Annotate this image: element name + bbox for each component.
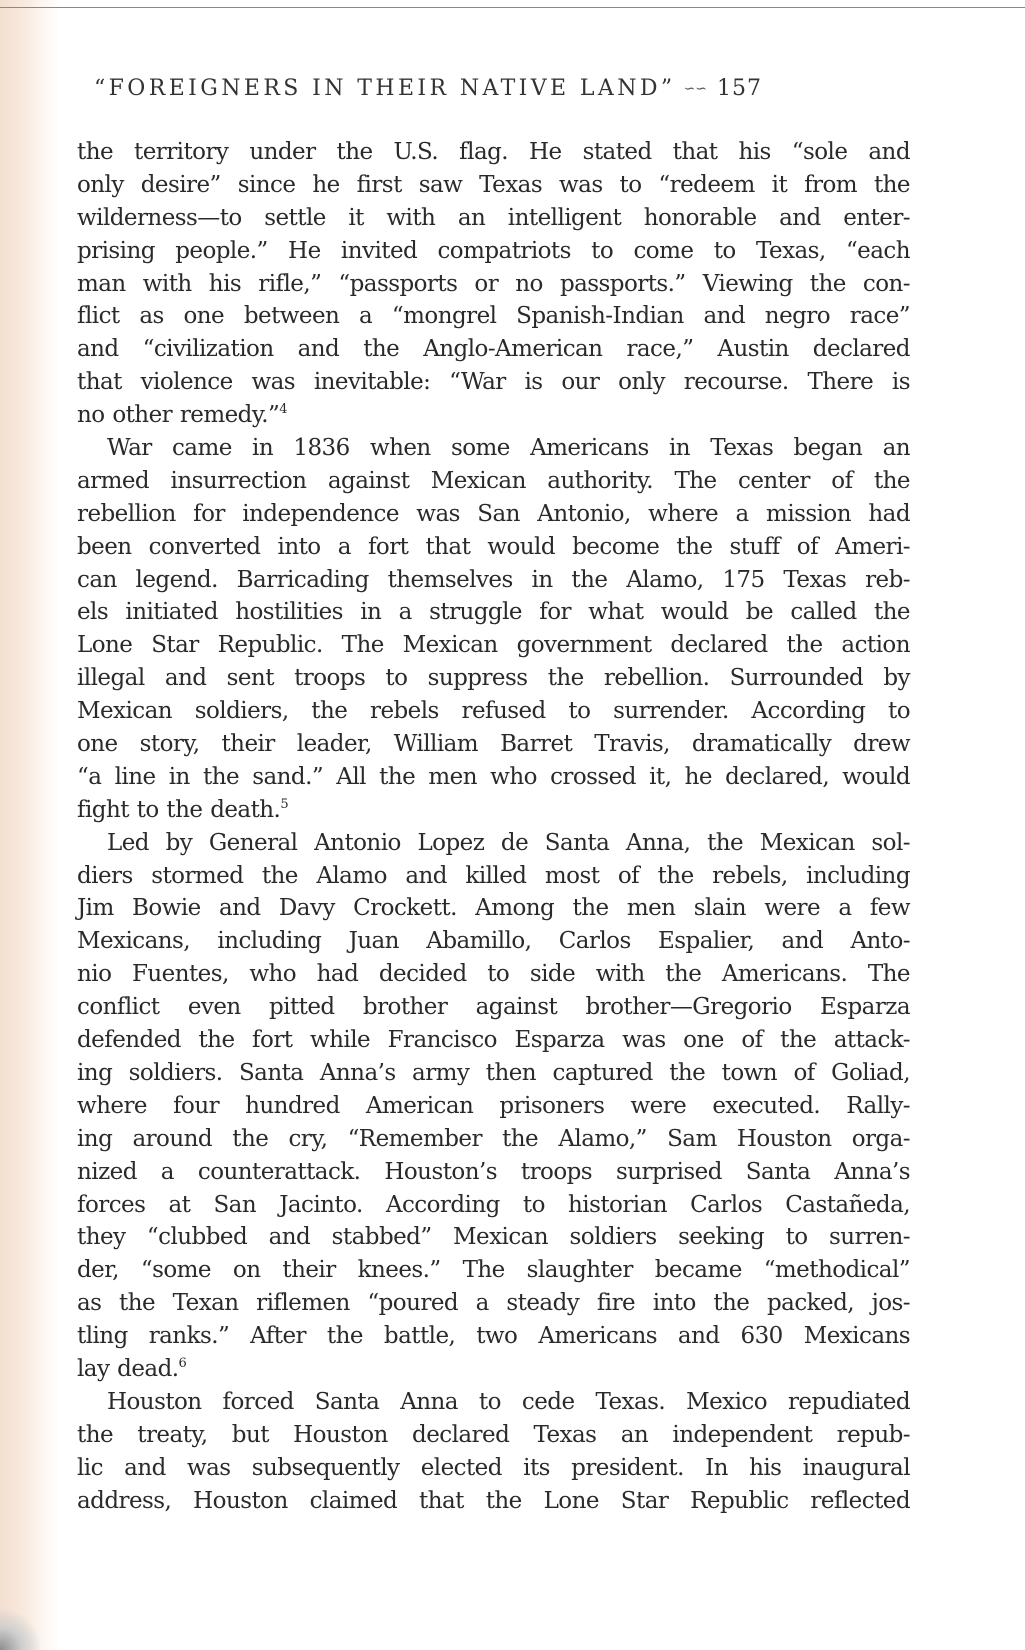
line-text: els initiated hostilities in a struggle for what would be called the (77, 599, 910, 626)
text-line (77, 662, 910, 695)
page-gutter-shadow (0, 0, 60, 1650)
paragraph (77, 827, 910, 1386)
text-line (77, 399, 910, 432)
text-line (77, 1452, 910, 1485)
paragraph (77, 136, 910, 432)
line-text: Houston forced Santa Anna to cede Texas. Mexico repudiated (107, 1388, 910, 1415)
running-head-title: “FOREIGNERS IN THEIR NATIVE LAND” (94, 76, 676, 101)
line-text: nio Fuentes, who had decided to side with the Americans. The (77, 961, 910, 988)
body-text (77, 136, 910, 1517)
line-text: conflict even pitted brother against brother—Gregorio Esparza (77, 994, 910, 1021)
line-text: no other remedy.” (77, 402, 280, 429)
running-head (94, 76, 894, 110)
text-line (77, 1221, 910, 1254)
line-text: and “civilization and the Anglo-American race,” Austin declared (77, 336, 910, 363)
text-line (77, 268, 910, 301)
line-text: man with his rifle,” “passports or no passports.” Viewing the con- (77, 270, 910, 297)
text-line (77, 300, 910, 333)
text-line (77, 892, 910, 925)
text-line (77, 1485, 910, 1518)
line-text: address, Houston claimed that the Lone Star Republic reflected (77, 1487, 910, 1514)
text-line (77, 1123, 910, 1156)
text-line (77, 366, 910, 399)
line-text: der, “some on their knees.” The slaughter became “methodical” (77, 1257, 910, 1284)
line-text: only desire” since he first saw Texas was to “redeem it from the (77, 171, 910, 198)
line-text: ing around the cry, “Remember the Alamo,” Sam Houston orga- (77, 1125, 910, 1152)
line-text: Lone Star Republic. The Mexican government declared the action (77, 632, 910, 659)
line-text: rebellion for independence was San Antonio, where a mission had (77, 500, 910, 527)
footnote-marker[interactable]: 4 (279, 402, 288, 418)
line-text: been converted into a fort that would become the stuff of Ameri- (77, 533, 910, 560)
text-line (77, 761, 910, 794)
text-line (77, 596, 910, 629)
line-text: defended the fort while Francisco Esparza was one of the attack- (77, 1027, 910, 1054)
paragraph (77, 432, 910, 827)
text-line (77, 169, 910, 202)
text-line (77, 333, 910, 366)
text-line (77, 432, 910, 465)
line-text: illegal and sent troops to suppress the rebellion. Surrounded by (77, 665, 910, 692)
text-line (77, 1287, 910, 1320)
footnote-marker[interactable]: 6 (178, 1355, 187, 1371)
text-line (77, 629, 910, 662)
line-text: prising people.” He invited compatriots to come to Texas, “each (77, 237, 910, 264)
line-text: the territory under the U.S. flag. He stated that his “sole and (77, 139, 910, 165)
text-line (77, 1189, 910, 1222)
text-line (77, 1057, 910, 1090)
text-line (77, 860, 910, 893)
line-text: tling ranks.” After the battle, two Americans and 630 Mexicans (77, 1323, 910, 1350)
text-line (77, 1419, 910, 1452)
text-line (77, 1320, 910, 1353)
text-line (77, 1090, 910, 1123)
line-text: they “clubbed and stabbed” Mexican soldiers seeking to surren- (77, 1224, 910, 1251)
text-line (77, 958, 910, 991)
text-line (77, 202, 910, 235)
text-line (77, 1254, 910, 1287)
text-line (77, 531, 910, 564)
text-line (77, 1353, 910, 1386)
line-text: wilderness—to settle it with an intelligent honorable and enter- (77, 204, 910, 231)
text-line (77, 728, 910, 761)
text-line (77, 794, 910, 827)
line-text: Mexicans, including Juan Abamillo, Carlos Espalier, and Anto- (77, 928, 910, 955)
line-text: diers stormed the Alamo and killed most of the rebels, including (77, 862, 910, 889)
text-line (77, 564, 910, 597)
line-text: as the Texan riflemen “poured a steady fire into the packed, jos- (77, 1290, 910, 1317)
text-line (77, 991, 910, 1024)
footnote-marker[interactable]: 5 (280, 796, 289, 812)
text-line (77, 827, 910, 860)
line-text: that violence was inevitable: “War is our only recourse. There is (77, 369, 910, 396)
line-text: forces at San Jacinto. According to historian Carlos Castañeda, (77, 1191, 910, 1218)
line-text: nized a counterattack. Houston’s troops surprised Santa Anna’s (77, 1158, 910, 1185)
line-text: the treaty, but Houston declared Texas an independent repub- (77, 1421, 910, 1448)
text-line (77, 235, 910, 268)
line-text: Jim Bowie and Davy Crockett. Among the men slain were a few (77, 895, 910, 922)
scan-top-edge (0, 7, 1025, 8)
text-line (77, 1024, 910, 1057)
line-text: ing soldiers. Santa Anna’s army then captured the town of Goliad, (77, 1059, 910, 1086)
text-line (77, 695, 910, 728)
line-text: War came in 1836 when some Americans in Texas began an (107, 435, 910, 462)
line-text: flict as one between a “mongrel Spanish-Indian and negro race” (77, 303, 910, 330)
text-line (77, 1386, 910, 1419)
line-text: “a line in the sand.” All the men who crossed it, he declared, would (77, 763, 910, 790)
line-text: where four hundred American prisoners were executed. Rally- (77, 1092, 910, 1119)
line-text: armed insurrection against Mexican authority. The center of the (77, 467, 910, 494)
line-text: can legend. Barricading themselves in the Alamo, 175 Texas reb- (77, 566, 910, 593)
line-text: fight to the death. (77, 796, 281, 823)
line-text: Led by General Antonio Lopez de Santa Anna, the Mexican sol- (107, 829, 910, 856)
line-text: one story, their leader, William Barret Travis, dramatically drew (77, 731, 910, 758)
text-line (77, 925, 910, 958)
text-line (77, 1156, 910, 1189)
line-text: lay dead. (77, 1355, 179, 1382)
line-text: lic and was subsequently elected its president. In his inaugural (77, 1454, 910, 1481)
page-number: 157 (717, 76, 763, 101)
text-line (77, 498, 910, 531)
ornament-icon: ∽∽ (683, 81, 708, 97)
scan-corner-smudge (0, 1610, 40, 1650)
text-line (77, 465, 910, 498)
line-text: Mexican soldiers, the rebels refused to surrender. According to (77, 698, 910, 725)
paragraph (77, 1386, 910, 1518)
text-line (77, 136, 910, 169)
